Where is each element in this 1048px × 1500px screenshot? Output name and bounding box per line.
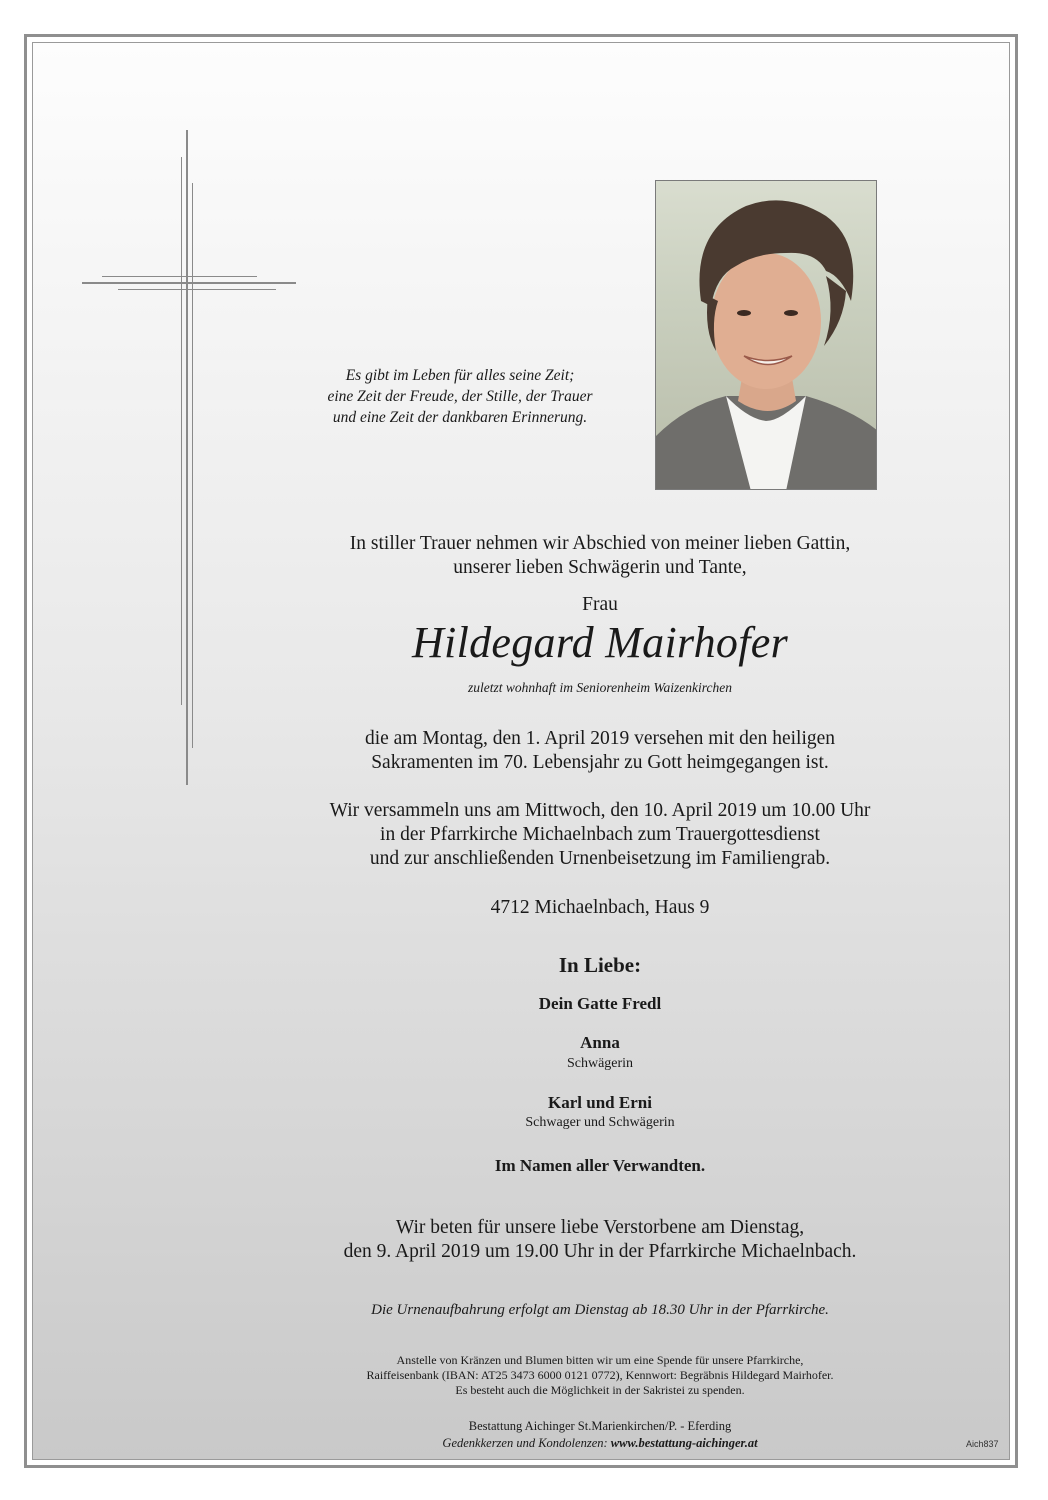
- intro-line: unserer lieben Schwägerin und Tante,: [453, 557, 747, 578]
- prayer-line: den 9. April 2019 um 19.00 Uhr in der Pfarrkirche Michaelnbach.: [343, 1241, 857, 1262]
- portrait-photo: [655, 180, 877, 490]
- residence-note: zuletzt wohnhaft im Seniorenheim Waizenkirchen: [468, 680, 732, 695]
- mourners-closing: Im Namen aller Verwandten.: [494, 1156, 706, 1175]
- document-code: Aich837: [966, 1439, 999, 1449]
- funeral-line: in der Pfarrkirche Michaelnbach zum Trauergottesdienst: [380, 824, 820, 845]
- mourner-names: Anna: [580, 1033, 620, 1052]
- announcement-intro: [300, 532, 900, 580]
- website-link[interactable]: www.bestattung-aichinger.at: [610, 1436, 758, 1450]
- funeral-line: und zur anschließenden Urnenbeisetzung im Familiengrab.: [369, 848, 831, 869]
- intro-line: In stiller Trauer nehmen wir Abschied von meiner lieben Gattin,: [349, 533, 851, 554]
- donation-line: Es besteht auch die Möglichkeit in der Sakristei zu spenden.: [455, 1383, 745, 1397]
- prayer-notice: [300, 1216, 900, 1264]
- mourner-names: Karl und Erni: [548, 1093, 652, 1112]
- donation-line: Raiffeisenbank (IBAN: AT25 3473 6000 0121 0772), Kennwort: Begräbnis Hildegard Mairhofer.: [366, 1368, 834, 1382]
- donation-request: [300, 1353, 900, 1398]
- quote-line: eine Zeit der Freude, der Stille, der Trauer: [327, 388, 593, 405]
- condolence-label: Gedenkkerzen und Kondolenzen:: [442, 1436, 608, 1450]
- portrait-illustration: [656, 181, 877, 490]
- salutation: Frau: [582, 594, 618, 615]
- memorial-quote: [280, 365, 640, 428]
- mourner-relation: Schwager und Schwägerin: [525, 1115, 675, 1130]
- quote-line: Es gibt im Leben für alles seine Zeit;: [345, 367, 575, 384]
- mourner-relation: Schwägerin: [566, 1056, 634, 1071]
- death-line: die am Montag, den 1. April 2019 versehen mit den heiligen: [364, 728, 836, 749]
- deceased-name: Hildegard Mairhofer: [411, 618, 789, 667]
- funeral-details: [300, 799, 900, 871]
- quote-line: und eine Zeit der dankbaren Erinnerung.: [332, 409, 588, 426]
- address: 4712 Michaelnbach, Haus 9: [490, 897, 710, 918]
- death-statement: [300, 727, 900, 775]
- donation-line: Anstelle von Kränzen und Blumen bitten wir um eine Spende für unsere Pfarrkirche,: [396, 1353, 804, 1367]
- condolence-line: [300, 1435, 900, 1451]
- urn-notice: Die Urnenaufbahrung erfolgt am Dienstag ab 18.30 Uhr in der Pfarrkirche.: [371, 1302, 829, 1318]
- funeral-line: Wir versammeln uns am Mittwoch, den 10. April 2019 um 10.00 Uhr: [329, 800, 871, 821]
- prayer-line: Wir beten für unsere liebe Verstorbene am Dienstag,: [395, 1217, 805, 1238]
- undertaker-name: Bestattung Aichinger St.Marienkirchen/P. - Eferding: [468, 1419, 732, 1433]
- mourner-names: Dein Gatte Fredl: [538, 994, 662, 1013]
- mourners-heading: In Liebe:: [558, 953, 642, 977]
- death-line: Sakramenten im 70. Lebensjahr zu Gott heimgegangen ist.: [371, 752, 829, 773]
